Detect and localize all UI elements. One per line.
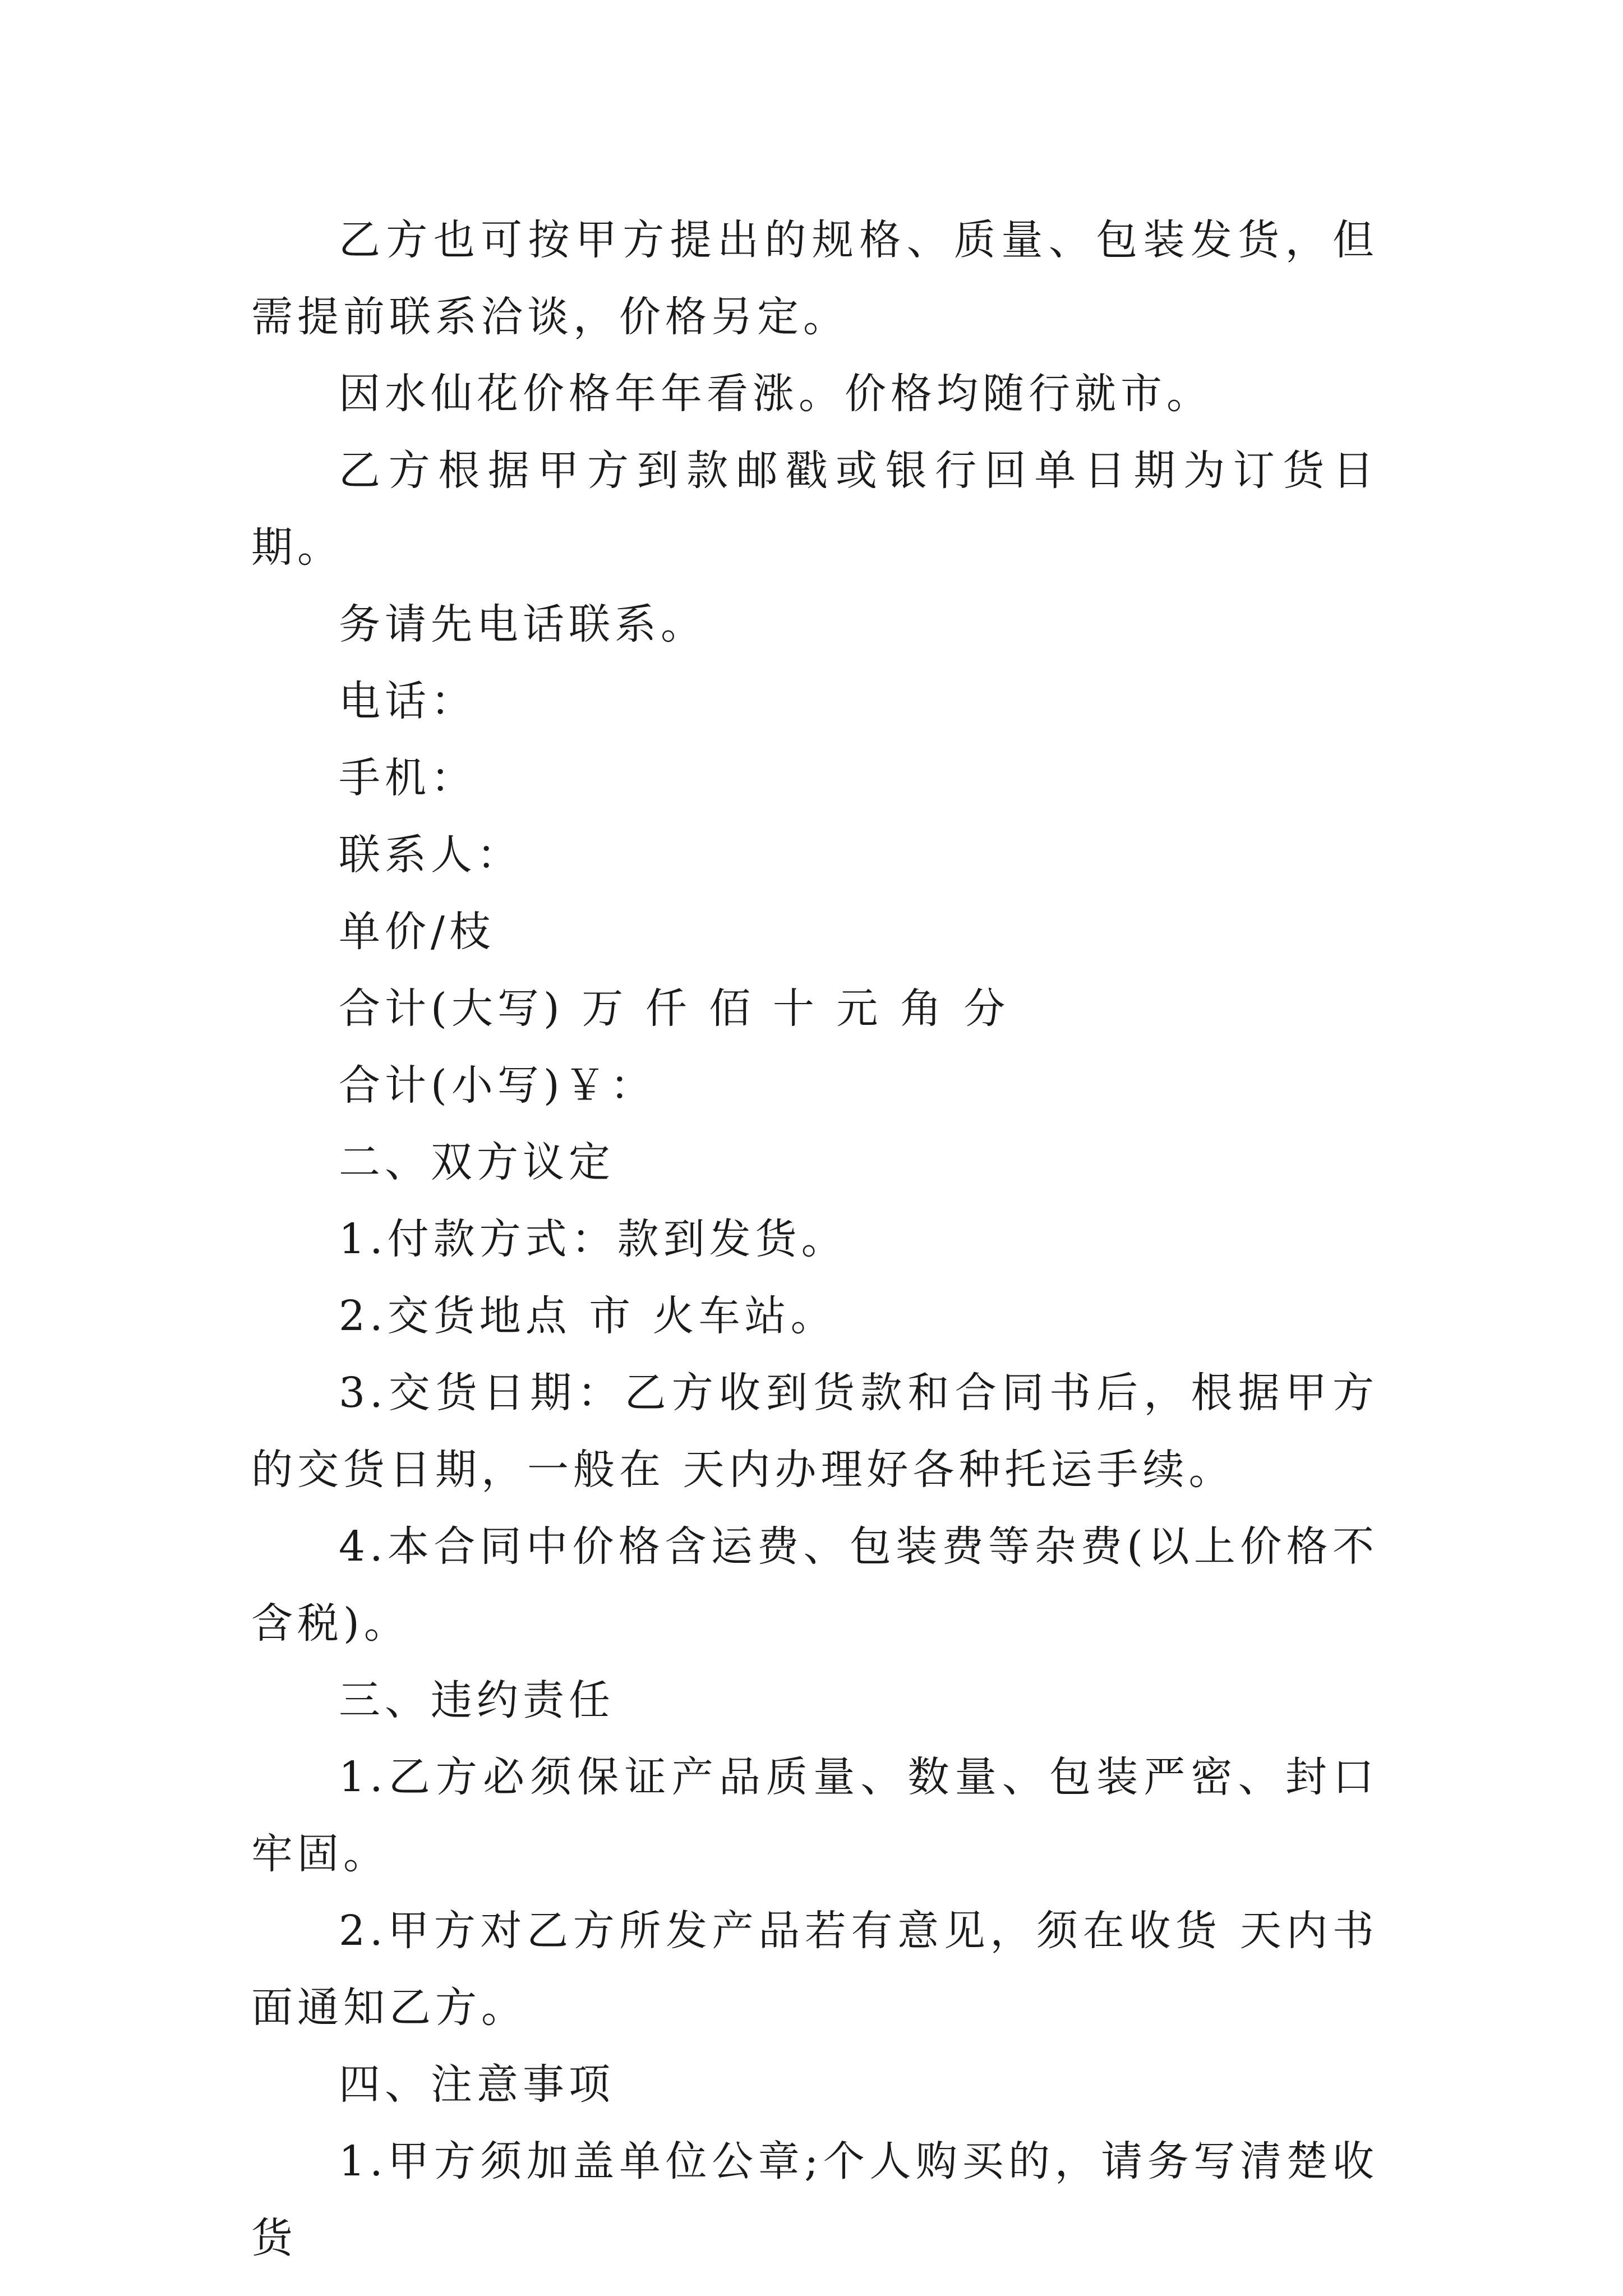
paragraph: 2.甲方对乙方所发产品若有意见，须在收货 天内书面通知乙方。 xyxy=(251,1907,1378,2032)
paragraph: 务请先电话联系。 xyxy=(339,600,707,648)
paragraph: 合计(大写) 万 仟 佰 十 元 角 分 xyxy=(339,984,1010,1033)
paragraph: 合计(小写)￥： xyxy=(339,1061,656,1110)
section-heading: 四、注意事项 xyxy=(339,2060,615,2109)
section-heading: 二、双方议定 xyxy=(339,1138,615,1186)
section-heading: 三、违约责任 xyxy=(339,1676,615,1724)
paragraph: 单价/枝 xyxy=(339,908,495,956)
paragraph: 手机： xyxy=(339,754,477,802)
paragraph: 因水仙花价格年年看涨。价格均随行就市。 xyxy=(339,370,1212,418)
paragraph: 1.乙方必须保证产品质量、数量、包装严密、封口牢固。 xyxy=(251,1753,1378,1878)
paragraph: 联系人： xyxy=(339,831,523,879)
paragraph: 3.交货日期：乙方收到货款和合同书后，根据甲方的交货日期，一般在 天内办理好各种托运手续。 xyxy=(251,1369,1378,1494)
paragraph: 2.交货地点 市 火车站。 xyxy=(339,1292,837,1340)
document-body xyxy=(251,202,1378,2277)
paragraph: 1.付款方式：款到发货。 xyxy=(339,1215,847,1263)
paragraph: 乙方也可按甲方提出的规格、质量、包装发货，但需提前联系洽谈，价格另定。 xyxy=(251,216,1378,341)
paragraph: 电话： xyxy=(339,677,477,725)
paragraph: 1.甲方须加盖单位公章;个人购买的，请务写清楚收货 xyxy=(251,2137,1378,2262)
paragraph: 4.本合同中价格含运费、包装费等杂费(以上价格不含税)。 xyxy=(251,1522,1378,1648)
paragraph: 乙方根据甲方到款邮戳或银行回单日期为订货日期。 xyxy=(251,447,1378,572)
